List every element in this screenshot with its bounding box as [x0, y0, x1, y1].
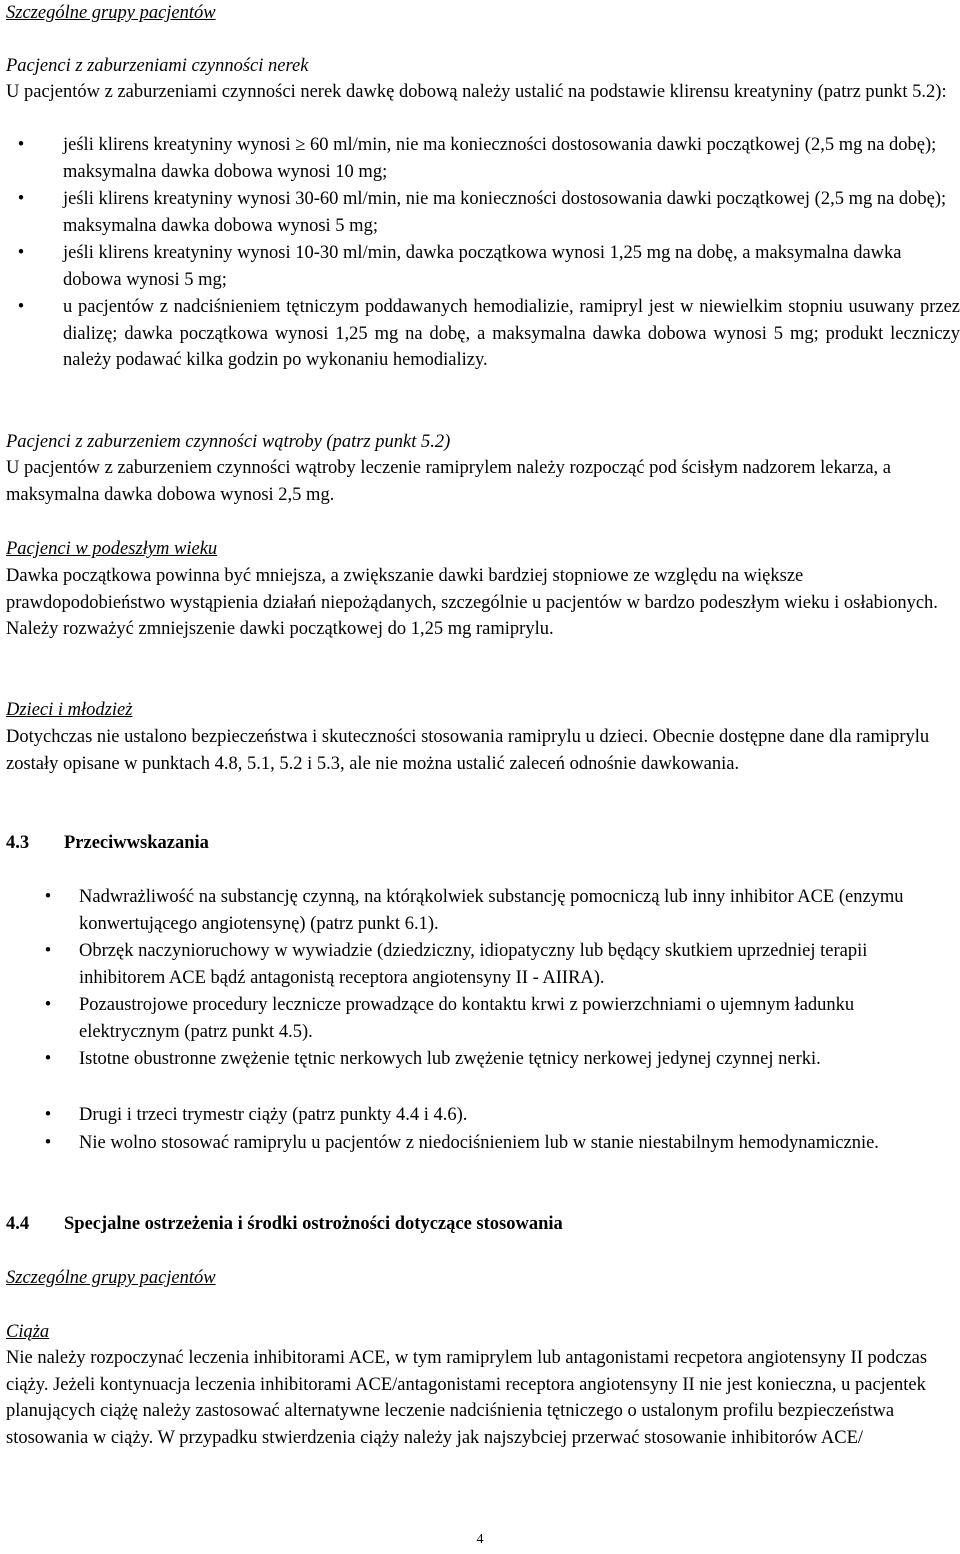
bullet-icon: • [44, 887, 52, 907]
page-number: 4 [476, 1532, 484, 1547]
heading-number: 4.4 [6, 1214, 30, 1234]
list-item: • Pozaustrojowe procedury lecznicze prowadzące do kontaktu krwi z powierzchniami o ujemnym ładunku elektrycznym (patrz punkt 4.5). [0, 992, 948, 1045]
list-item: • jeśli klirens kreatyniny wynosi 30-60 ml/min, nie ma konieczności dostosowania dawki początkowej (2,5 mg na dobę); maksymalna dawka dobowa wynosi 5 mg; [6, 186, 954, 239]
bullet-icon: • [17, 135, 25, 155]
list-item: • Istotne obustronne zwężenie tętnic nerkowych lub zwężenie tętnicy nerkowej jedynej czynnej nerki. [0, 1046, 948, 1073]
list-item: • Obrzęk naczynioruchowy w wywiadzie (dziedziczny, idiopatyczny lub będący skutkiem uprzedniej terapii inhibitorem ACE bądź antagonistą receptora angiotensyny II - AIIRA). [0, 938, 948, 991]
subheading-liver: Pacjenci z zaburzeniem czynności wątroby (patrz punkt 5.2) [6, 432, 451, 452]
list-item: • Nie wolno stosować ramiprylu u pacjentów z niedociśnieniem lub w stanie niestabilnym hemodynamicznie. [0, 1130, 948, 1157]
bullet-icon: • [17, 189, 25, 209]
heading-number: 4.3 [6, 833, 30, 853]
paragraph-children: Dotychczas nie ustalono bezpieczeństwa i skuteczności stosowania ramiprylu u dzieci. Obecnie dostępne dane dla ramiprylu zostały opisane w punktach 4.8, 5.1, 5.2 i 5.3, ale nie można ustalić zaleceń odnośnie dawkowania. [6, 727, 930, 774]
heading-title: Specjalne ostrzeżenia i środki ostrożności dotyczące stosowania [64, 1214, 563, 1234]
paragraph-renal-intro: U pacjentów z zaburzeniami czynności nerek dawkę dobową należy ustalić na podstawie klirensu kreatyniny (patrz punkt 5.2): [6, 82, 947, 102]
subheading-elderly: Pacjenci w podeszłym wieku [6, 539, 218, 559]
bullet-icon: • [17, 243, 25, 263]
bullet-icon: • [44, 941, 52, 961]
section-title-special-groups-2: Szczególne grupy pacjentów [6, 1268, 216, 1288]
list-item: • Nadwrażliwość na substancję czynną, na którąkolwiek substancję pomocniczą lub inny inhibitor ACE (enzymu konwertującego angiotensynę) (patrz punkt 6.1). [0, 884, 948, 937]
bullet-icon: • [17, 297, 25, 317]
bullet-icon: • [44, 1049, 52, 1069]
paragraph-pregnancy: Nie należy rozpoczynać leczenia inhibitorami ACE, w tym ramiprylem lub antagonistami recpetora angiotensyny II podczas ciąży. Jeżeli kontynuacja leczenia inhibitorami ACE/antagonistami receptora angiotensyny II nie jest konieczna, u pacjentek planujących ciążę należy zastosować alternatywne leczenie nadciśnienia tętniczego o ustalonym profilu bezpieczeństwa stosowania w ciąży. W przypadku stwierdzenia ciąży należy jak najszybciej przerwać stosowanie inhibitorów ACE/ [6, 1348, 928, 1448]
subheading-pregnancy: Ciąża [6, 1322, 50, 1342]
bullet-icon: • [44, 1105, 52, 1125]
heading-title: Przeciwwskazania [64, 833, 209, 853]
heading-4-4 [6, 1211, 563, 1238]
subheading-children: Dzieci i młodzież [6, 700, 133, 720]
list-item: • jeśli klirens kreatyniny wynosi 10-30 ml/min, dawka początkowa wynosi 1,25 mg na dobę, a maksymalna dawka dobowa wynosi 5 mg; [6, 240, 954, 293]
bullet-icon: • [44, 995, 52, 1015]
section-title-special-groups: Szczególne grupy pacjentów [6, 3, 216, 23]
heading-4-3 [6, 830, 209, 857]
list-item: • Drugi i trzeci trymestr ciąży (patrz punkty 4.4 i 4.6). [0, 1102, 948, 1129]
paragraph-liver: U pacjentów z zaburzeniem czynności wątroby leczenie ramiprylem należy rozpocząć pod ścisłym nadzorem lekarza, a maksymalna dawka dobowa wynosi 2,5 mg. [6, 458, 892, 505]
bullet-icon: • [44, 1133, 52, 1153]
subheading-renal: Pacjenci z zaburzeniami czynności nerek [6, 56, 309, 76]
paragraph-elderly: Dawka początkowa powinna być mniejsza, a zwiększanie dawki bardziej stopniowe ze względu na większe prawdopodobieństwo wystąpienia działań niepożądanych, szczególnie u pacjentów w bardzo podeszłym wieku i osłabionych. Należy rozważyć zmniejszenie dawki początkowej do 1,25 mg ramiprylu. [6, 566, 938, 640]
list-item: • jeśli klirens kreatyniny wynosi ≥ 60 ml/min, nie ma konieczności dostosowania dawki początkowej (2,5 mg na dobę); maksymalna dawka dobowa wynosi 10 mg; [6, 132, 954, 185]
list-item: • u pacjentów z nadciśnieniem tętniczym poddawanych hemodializie, ramipryl jest w niewielkim stopniu usuwany przez dializę; dawka początkowa wynosi 1,25 mg na dobę, a maksymalna dawka dobowa wynosi 5 mg; produkt leczniczy należy podawać kilka godzin po wykonaniu hemodializy. [6, 294, 954, 374]
